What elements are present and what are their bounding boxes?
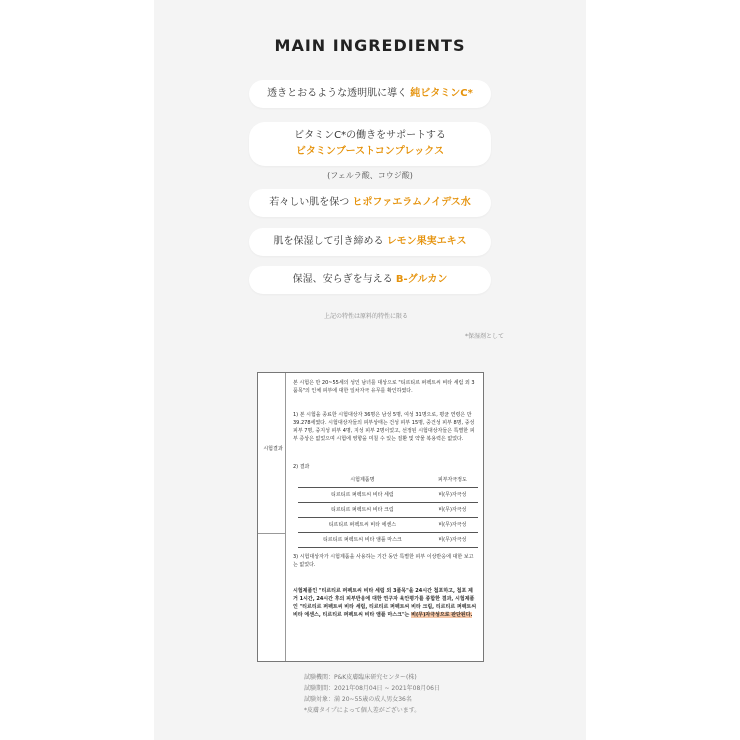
footer-line-2: 試験期間：2021年08月04日 ~ 2021年08月06日 xyxy=(304,685,440,692)
table-row xyxy=(298,533,478,548)
ingredient-highlight: ビタミンブーストコンプレックス xyxy=(295,146,445,157)
table-cell: 비(무)자극성 xyxy=(427,503,478,518)
doc-result-label: 2) 결과 xyxy=(293,464,310,470)
table-cell: 티르티르 퍼펙트씨 비타 크림 xyxy=(298,503,427,518)
ingredient-text: 若々しい肌を保つ xyxy=(269,197,350,208)
result-table xyxy=(298,473,478,548)
table-header-row xyxy=(298,473,478,488)
table-cell: 비(무)자극성 xyxy=(427,518,478,533)
table-cell: 비(무)자극성 xyxy=(427,533,478,548)
ingredient-pill-1 xyxy=(249,80,491,108)
test-result-document xyxy=(257,372,484,662)
table-cell: 비(무)자극성 xyxy=(427,488,478,503)
doc-divider xyxy=(258,533,286,534)
ingredient-highlight: 純ビタミンC* xyxy=(410,88,473,99)
ingredient-text: 保湿、安らぎを与える xyxy=(292,274,393,285)
ingredient-pill-4 xyxy=(249,228,491,256)
moisturizer-note: *保湿剤として xyxy=(465,333,505,340)
footer-line-1: 試験機関：P&K皮膚臨床研究センター(株) xyxy=(304,674,417,681)
conclusion-text: 시험제품인 "티르티르 퍼펙트씨 비타 세럼 외 3품목"을 24시간 첩포하고, 첩포 제거 1시간, 24시간 후의 피부반응에 대한 연구자 육안평가를 종합한 결과, 시험제품인 "티르티르 퍼펙트씨 비타 세럼, 티르티르 퍼펙트씨 비타 크림, 티르티르 퍼펙트씨 비타 에센스, 티르티르 퍼펙트씨 비타 앰플 마스크"는 xyxy=(293,588,477,618)
ingredient-pill-3 xyxy=(249,189,491,217)
table-header: 피부자극정도 xyxy=(427,473,478,488)
table-cell: 티르티르 퍼펙트씨 비타 에센스 xyxy=(298,518,427,533)
ingredient-sub-note: (フェルラ酸、コウジ酸) xyxy=(327,171,413,180)
doc-intro: 본 시험은 만 20~55세의 성인 남녀를 대상으로 "티르티르 퍼펙트씨 비타 세럼 외 3품목"의 인체 피부에 대한 일차자극 유무를 확인하였다. xyxy=(293,380,475,394)
conclusion-highlight: 비(무)자극성으로 판단된다. xyxy=(411,612,473,618)
table-row xyxy=(298,503,478,518)
table-cell: 티르티르 퍼펙트씨 비타 세럼 xyxy=(298,488,427,503)
table-row xyxy=(298,488,478,503)
doc-paragraph-3: 3) 시험대상자가 시험제품을 사용하는 기간 동안 특별한 피부 이상반응에 대한 보고는 없었다. xyxy=(293,554,474,568)
ingredient-highlight: B-グルカン xyxy=(395,274,448,285)
footer-line-4: *皮膚タイプによって個人差がございます。 xyxy=(304,707,421,714)
characteristic-note: 上記の特性は原料的特性に限る xyxy=(324,313,409,320)
doc-conclusion xyxy=(293,587,477,619)
doc-paragraph-1: 1) 본 시험을 종료한 시험대상자 36명은 남성 5명, 여성 31명으로, 평균 연령은 만 39.278세였다. 시험대상자들의 피부상태는 건성 피부 15명, 중건성 피부 8명, 중성 피부 7명, 중지성 피부 4명, 지성 피부 2명이었고, 선정된 시험대상자들은 특별한 피부 증상은 없었으며 시험에 영향을 미칠 수 있는 질환 및 약물 복용력은 없었다. xyxy=(293,412,475,442)
section-title: MAIN INGREDIENTS xyxy=(274,36,466,55)
table-header: 시험제품명 xyxy=(298,473,427,488)
ingredient-highlight: レモン果実エキス xyxy=(386,236,467,247)
table-row xyxy=(298,518,478,533)
table-cell: 티르티르 퍼펙트씨 비타 앰플 마스크 xyxy=(298,533,427,548)
ingredient-highlight: ヒポファエラムノイデス水 xyxy=(352,197,471,208)
doc-label: 시험결과 xyxy=(263,446,283,452)
footer-line-3: 試験対象：満 20~55歳の成人男女36名 xyxy=(304,696,412,703)
doc-label-column xyxy=(258,373,286,661)
ingredient-text: ビタミンC*の働きをサポートする xyxy=(294,130,446,141)
ingredient-text: 透きとおるような透明肌に導く xyxy=(267,88,408,99)
ingredient-pill-2 xyxy=(249,122,491,166)
ingredient-text: 肌を保湿して引き締める xyxy=(273,236,384,247)
ingredient-pill-5 xyxy=(249,266,491,294)
